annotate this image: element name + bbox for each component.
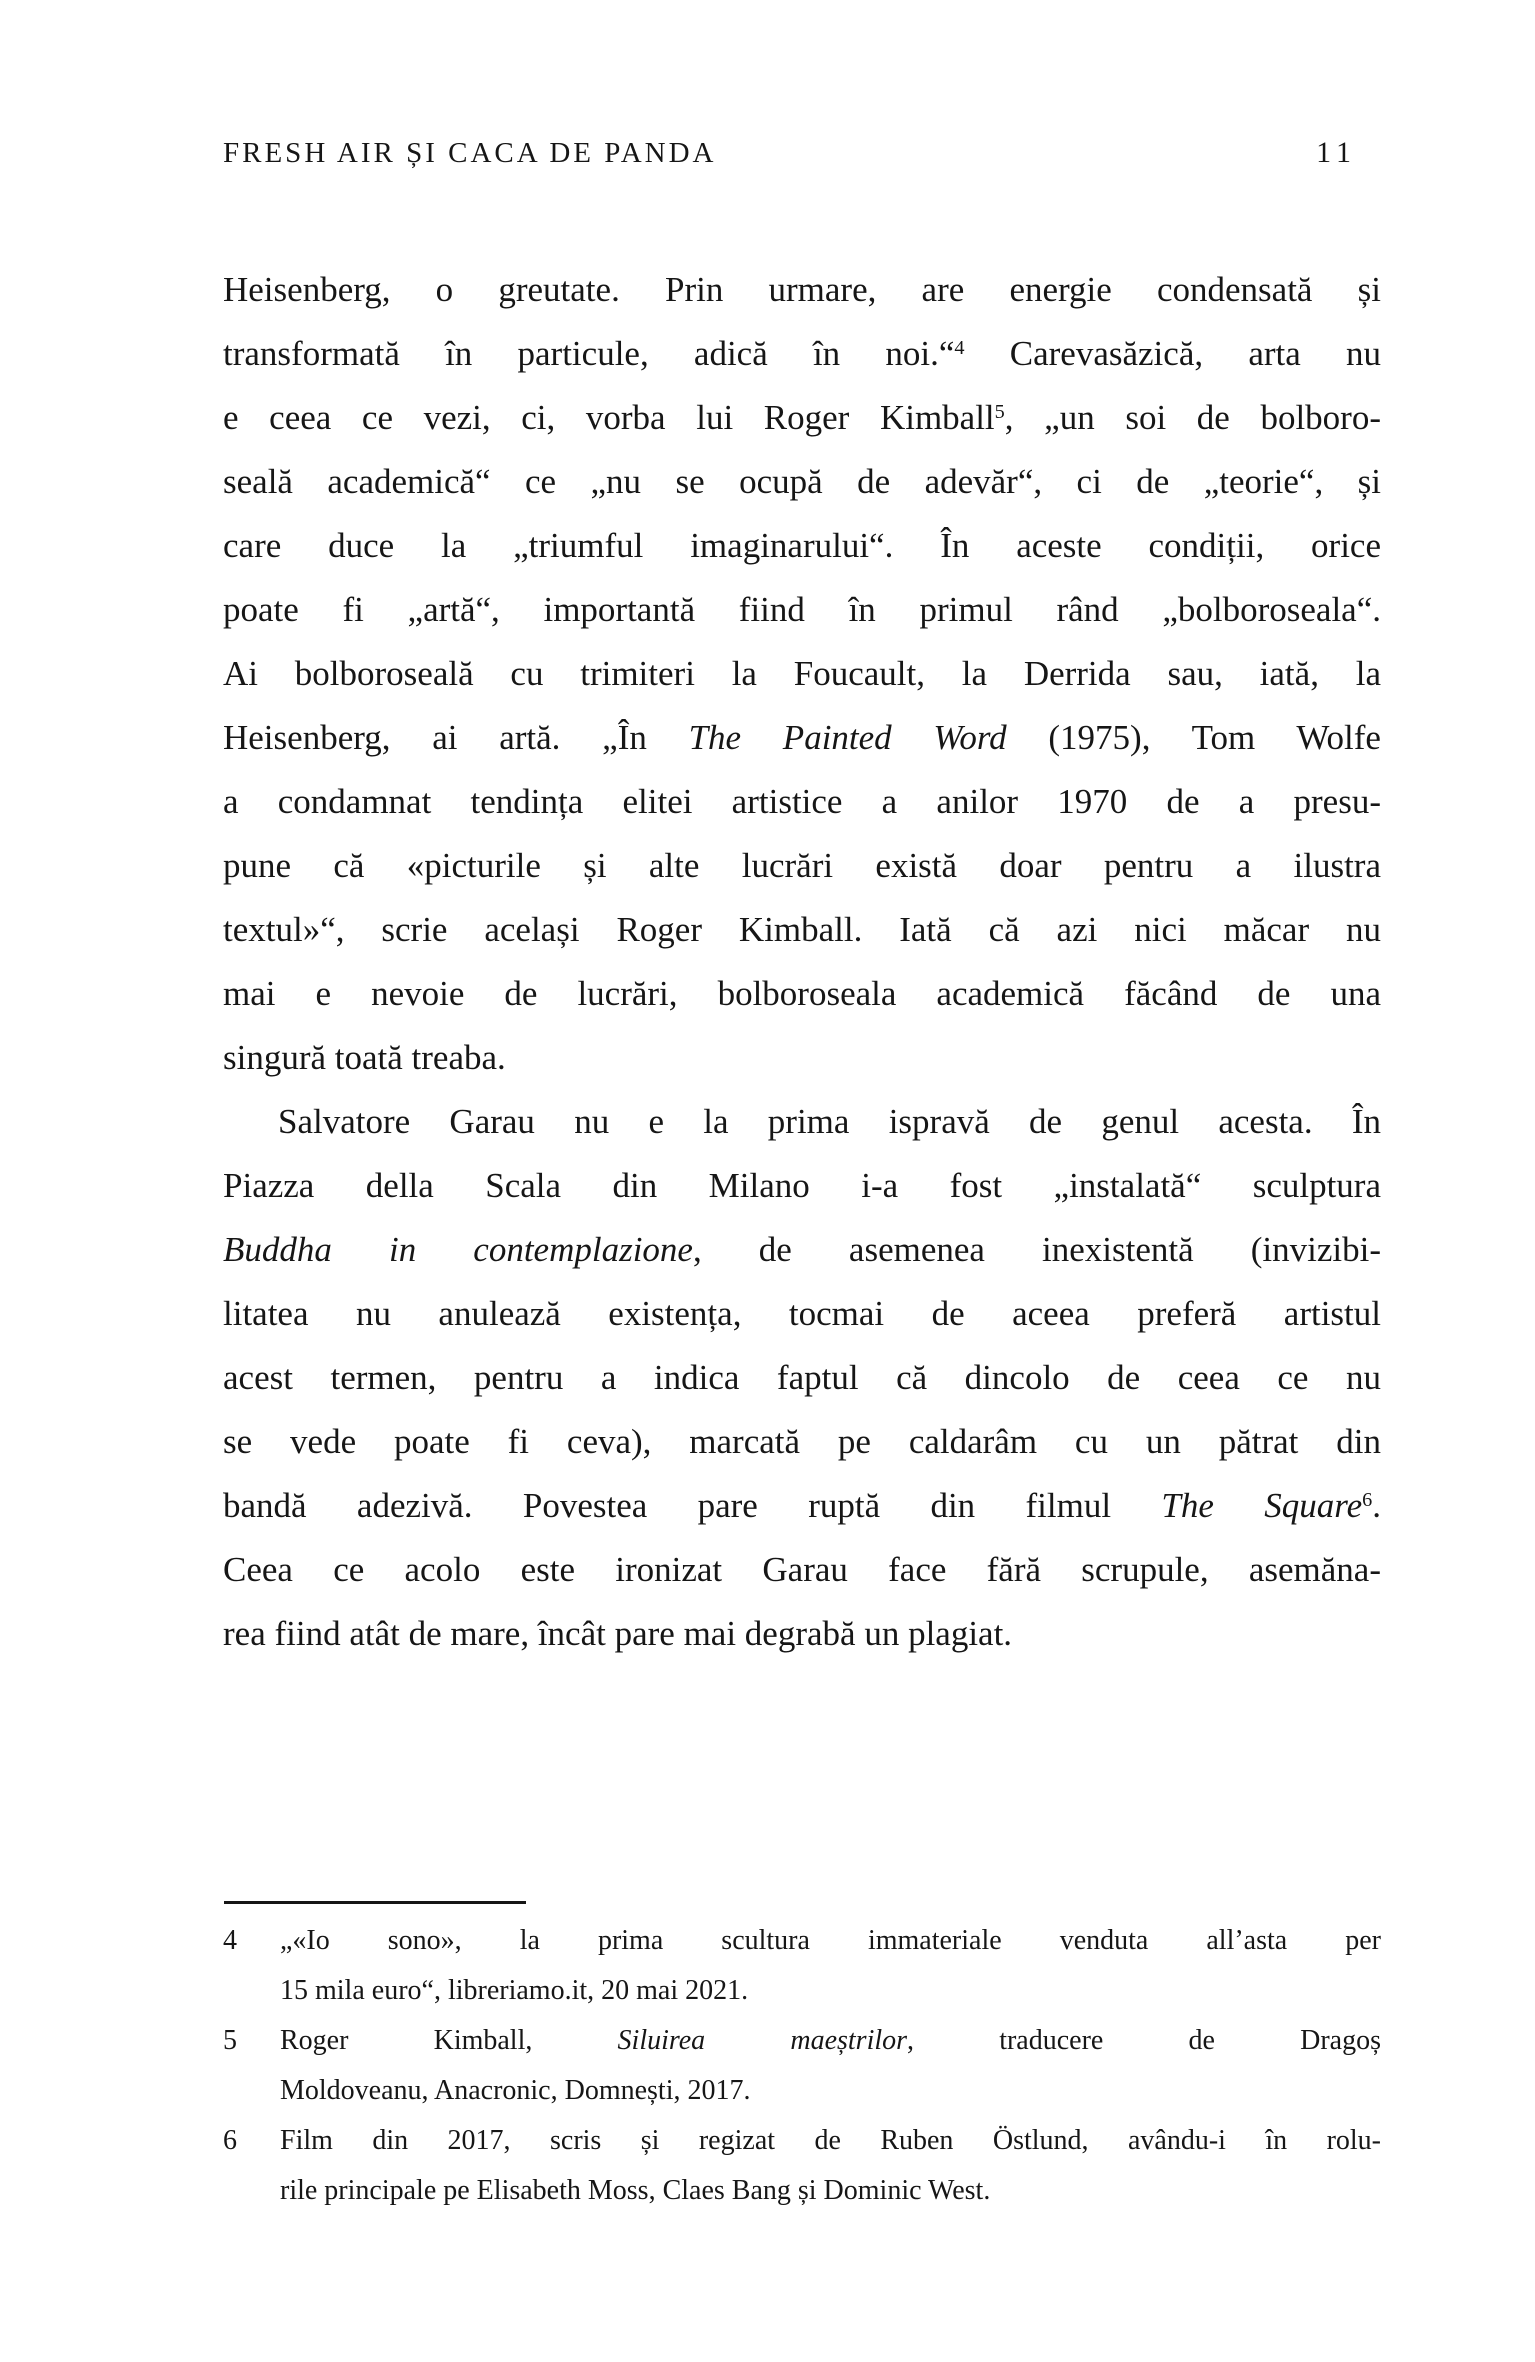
text-segment: seală academică“ ce „nu se ocupă de adevăr“, ci de „teorie“, și [223, 462, 1381, 501]
text-segment: Salvatore Garau nu e la prima ispravă de genul acesta. În [278, 1102, 1381, 1141]
text-line [280, 2116, 1381, 2166]
text-line [223, 578, 1381, 642]
text-line [223, 1410, 1381, 1474]
text-line [280, 2066, 1381, 2116]
text-segment: Siluirea maeștrilor [617, 2025, 908, 2056]
text-line [223, 1282, 1381, 1346]
text-line [223, 1474, 1381, 1538]
text-segment: Ai bolboroseală cu trimiteri la Foucault, la Derrida sau, iată, la [223, 654, 1381, 693]
text-segment: rile principale pe Elisabeth Moss, Claes Bang și Dominic West. [280, 2175, 991, 2206]
text-segment: , de asemenea inexistentă (invizibi- [692, 1230, 1381, 1269]
text-line [223, 898, 1381, 962]
text-segment: (1975), Tom Wolfe [1006, 718, 1381, 757]
text-segment: The Painted Word [688, 718, 1007, 757]
footnote [223, 1916, 1381, 2016]
text-segment: care duce la „triumful imaginarului“. În aceste condiții, orice [223, 526, 1381, 565]
text-line [223, 770, 1381, 834]
footnote-reference: 5 [994, 400, 1005, 423]
text-segment: Moldoveanu, Anacronic, Domnești, 2017. [280, 2075, 751, 2106]
footnote-reference: 4 [954, 336, 965, 359]
paragraph [223, 1090, 1381, 1666]
text-line [280, 2166, 1381, 2216]
text-line [223, 706, 1381, 770]
text-line [280, 1966, 1381, 2016]
text-segment: 15 mila euro“, libreriamo.it, 20 mai 2021. [280, 1975, 749, 2006]
page-header [223, 136, 1381, 170]
text-line [223, 1346, 1381, 1410]
text-segment: acest termen, pentru a indica faptul că dincolo de ceea ce nu [223, 1358, 1381, 1397]
footnote-separator [224, 1901, 526, 1904]
text-line [223, 450, 1381, 514]
text-segment: . [1372, 1486, 1381, 1525]
text-segment: a condamnat tendința elitei artistice a anilor 1970 de a presu- [223, 782, 1381, 821]
text-segment: singură toată treaba. [223, 1038, 506, 1077]
text-line [280, 1916, 1381, 1966]
text-segment: Carevasăzică, arta nu [964, 334, 1381, 373]
text-line [223, 1026, 1381, 1090]
text-line [223, 962, 1381, 1026]
text-segment: Heisenberg, o greutate. Prin urmare, are energie condensată și [223, 270, 1381, 309]
footnote-marker: 4 [223, 1925, 237, 1956]
body-text [223, 258, 1381, 1666]
text-segment: The Square [1161, 1486, 1363, 1525]
text-segment: bandă adezivă. Povestea pare ruptă din filmul [223, 1486, 1162, 1525]
text-line [223, 386, 1381, 450]
text-line [223, 1090, 1381, 1154]
text-segment: mai e nevoie de lucrări, bolboroseala academică făcând de una [223, 974, 1381, 1013]
text-segment: „«Io sono», la prima scultura immateriale venduta all’asta per [280, 1925, 1381, 1956]
text-segment: Buddha in contemplazione [223, 1230, 693, 1269]
text-line [223, 1218, 1381, 1282]
text-segment: litatea nu anulează existența, tocmai de aceea preferă artistul [223, 1294, 1381, 1333]
text-line [223, 514, 1381, 578]
text-line [223, 642, 1381, 706]
footnote [223, 2016, 1381, 2116]
text-line [223, 1538, 1381, 1602]
text-segment: textul»“, scrie același Roger Kimball. Iată că azi nici măcar nu [223, 910, 1381, 949]
text-line [280, 2016, 1381, 2066]
footnote-marker: 5 [223, 2025, 237, 2056]
text-segment: , „un soi de bolboro- [1004, 398, 1381, 437]
text-segment: transformată în particule, adică în noi.“ [223, 334, 955, 373]
footnote-marker: 6 [223, 2125, 237, 2156]
text-line [223, 322, 1381, 386]
text-segment: Film din 2017, scris și regizat de Ruben Östlund, avându-i în rolu- [280, 2125, 1381, 2156]
text-segment: Piazza della Scala din Milano i-a fost „instalată“ sculptura [223, 1166, 1381, 1205]
footnotes-section [223, 1916, 1381, 2216]
text-segment: e ceea ce vezi, ci, vorba lui Roger Kimball [223, 398, 995, 437]
text-line [223, 834, 1381, 898]
footnote-reference: 6 [1362, 1488, 1373, 1511]
text-segment: poate fi „artă“, importantă fiind în primul rând „bolboroseala“. [223, 590, 1381, 629]
text-segment: se vede poate fi ceva), marcată pe caldarâm cu un pătrat din [223, 1422, 1381, 1461]
text-segment: Heisenberg, ai artă. „În [223, 718, 689, 757]
text-segment: Ceea ce acolo este ironizat Garau face fără scrupule, asemăna- [223, 1550, 1381, 1589]
text-segment: , traducere de Dragoș [907, 2025, 1381, 2056]
text-segment: Roger Kimball, [280, 2025, 618, 2056]
page-number: 11 [1316, 136, 1357, 169]
text-line [223, 1602, 1381, 1666]
paragraph [223, 258, 1381, 1090]
footnote [223, 2116, 1381, 2216]
text-segment: rea fiind atât de mare, încât pare mai degrabă un plagiat. [223, 1614, 1013, 1653]
text-segment: pune că «picturile și alte lucrări există doar pentru a ilustra [223, 846, 1381, 885]
text-line [223, 258, 1381, 322]
running-head-title: FRESH AIR ȘI CACA DE PANDA [223, 137, 717, 169]
text-line [223, 1154, 1381, 1218]
